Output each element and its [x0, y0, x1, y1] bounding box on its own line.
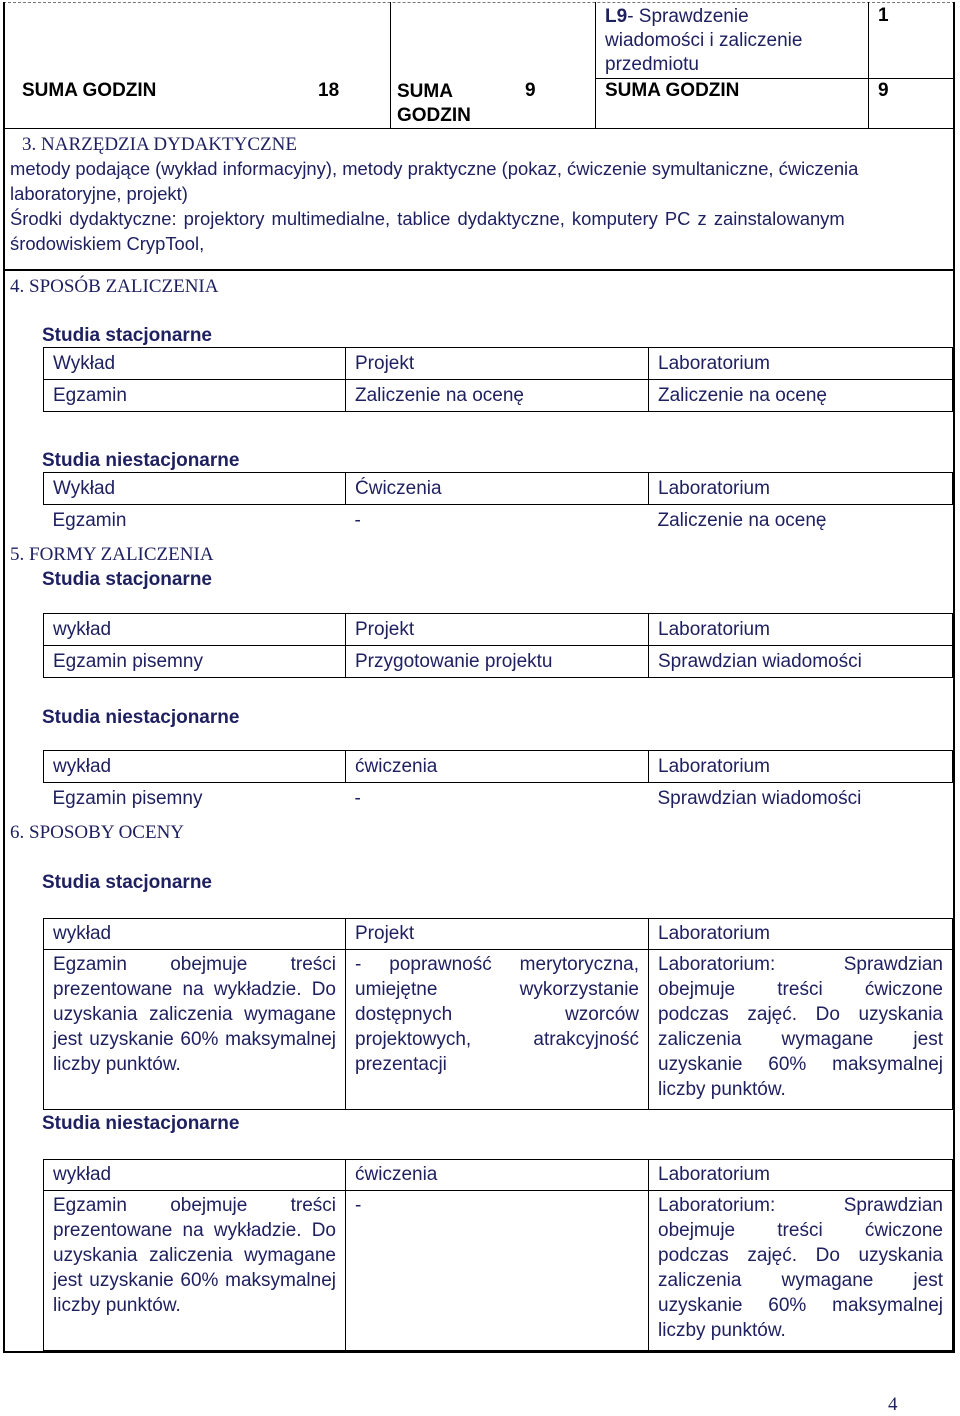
- table-header: Projekt: [346, 348, 649, 380]
- table-cell: Laboratorium: Sprawdzian obejmuje treści ćwiczone podczas zajęć. Do uzyskania zaliczenia wymagane jest uzyskanie 60% maksymalnej liczby punktów.: [649, 1191, 953, 1351]
- suma-label-1: SUMA GODZIN: [22, 80, 157, 101]
- suma-label-2b: GODZIN: [397, 105, 471, 126]
- section6-stacjonarne-table: [43, 918, 953, 1110]
- page-number: 4: [888, 1394, 898, 1415]
- section5-niestacjonarne-table: [43, 750, 953, 815]
- section4-stacjonarne-heading: Studia stacjonarne: [42, 325, 212, 346]
- l9-title-line3: przedmiotu: [605, 54, 699, 75]
- suma-label-3: SUMA GODZIN: [605, 80, 740, 101]
- section3-bottom-rule: [3, 269, 955, 271]
- table-header: Projekt: [346, 614, 649, 646]
- table-header: Projekt: [346, 919, 649, 950]
- section3-tools-line2: środowiskiem CrypTool,: [10, 233, 205, 254]
- table-cell: Zaliczenie na ocenę: [657, 509, 827, 531]
- l9-title-line2: wiadomości i zaliczenie: [605, 30, 803, 51]
- table-header: Laboratorium: [649, 919, 953, 950]
- table-header: ćwiczenia: [346, 751, 649, 783]
- table-cell: Zaliczenie na ocenę: [346, 380, 649, 412]
- frame-bottom: [3, 1351, 955, 1353]
- table-header: Laboratorium: [649, 473, 953, 505]
- frame-right: [953, 2, 955, 1353]
- table-header: Laboratorium: [649, 751, 953, 783]
- table-cell: Przygotowanie projektu: [346, 646, 649, 678]
- table-cell: Sprawdzian wiadomości: [657, 787, 862, 809]
- table-cell: Laboratorium: Sprawdzian obejmuje treści ćwiczone podczas zajęć. Do uzyskania zaliczenia wymagane jest uzyskanie 60% maksymalnej liczby punktów.: [649, 950, 953, 1110]
- section6-title: 6. SPOSOBY OCENY: [10, 822, 185, 843]
- section3-methods-line2: laboratoryjne, projekt): [10, 183, 188, 204]
- section5-stacjonarne-table: [43, 613, 953, 678]
- section5-title: 5. FORMY ZALICZENIA: [10, 544, 214, 565]
- table-cell: Egzamin: [44, 380, 346, 412]
- summary-hline-right: [595, 78, 953, 79]
- table-header: wykład: [44, 751, 346, 783]
- table-header: Wykład: [44, 473, 346, 505]
- table-header: Wykład: [44, 348, 346, 380]
- table-header: Laboratorium: [649, 348, 953, 380]
- frame-top-dashed: [3, 2, 955, 3]
- summary-vline-3: [868, 2, 869, 128]
- table-cell: -: [346, 1191, 649, 1351]
- section4-stacjonarne-table: [43, 347, 953, 412]
- table-header: Laboratorium: [649, 614, 953, 646]
- table-header: Laboratorium: [649, 1160, 953, 1191]
- section5-niestacjonarne-heading: Studia niestacjonarne: [42, 707, 240, 728]
- summary-vline-1: [390, 2, 391, 128]
- table-header: ćwiczenia: [346, 1160, 649, 1191]
- suma-label-2: [397, 80, 471, 128]
- table-header: Ćwiczenia: [346, 473, 649, 505]
- summary-bottom-rule: [3, 128, 955, 129]
- section5-stacjonarne-heading: Studia stacjonarne: [42, 569, 212, 590]
- l9-title-rest: - Sprawdzenie: [627, 6, 749, 27]
- table-cell: Egzamin pisemny: [44, 646, 346, 678]
- section4-niestacjonarne-table: [43, 472, 953, 537]
- section6-niestacjonarne-table: [43, 1159, 953, 1351]
- section3-tools-line1: Środki dydaktyczne: projektory multimedialne, tablice dydaktyczne, komputery PC z zainstalowanym: [10, 208, 845, 229]
- section4-niestacjonarne-heading: Studia niestacjonarne: [42, 450, 240, 471]
- table-cell: Egzamin pisemny: [52, 787, 203, 809]
- section6-stacjonarne-heading: Studia stacjonarne: [42, 872, 212, 893]
- table-cell: Egzamin obejmuje treści prezentowane na wykładzie. Do uzyskania zaliczenia wymagane jest uzyskanie 60% maksymalnej liczby punktów.: [44, 1191, 346, 1351]
- suma-value-2: 9: [525, 80, 536, 101]
- table-header: wykład: [44, 919, 346, 950]
- suma-value-3: 9: [878, 80, 889, 101]
- section4-title: 4. SPOSÓB ZALICZENIA: [10, 276, 219, 297]
- section3-title: 3. NARZĘDZIA DYDAKTYCZNE: [22, 134, 297, 155]
- table-cell: Zaliczenie na ocenę: [649, 380, 953, 412]
- section6-niestacjonarne-heading: Studia niestacjonarne: [42, 1113, 240, 1134]
- section3-methods-line1: metody podające (wykład informacyjny), metody praktyczne (pokaz, ćwiczenie symultaniczne, ćwiczenia: [10, 158, 859, 179]
- table-cell: - poprawność merytoryczna, umiejętne wykorzystanie dostępnych wzorców projektowych, atrakcyjność prezentacji: [346, 950, 649, 1110]
- suma-label-2a: SUMA: [397, 81, 453, 102]
- table-cell: -: [354, 787, 361, 809]
- table-cell: Egzamin: [52, 509, 127, 531]
- l9-code: L9: [605, 6, 628, 27]
- table-cell: Egzamin obejmuje treści prezentowane na wykładzie. Do uzyskania zaliczenia wymagane jest uzyskanie 60% maksymalnej liczby punktów.: [44, 950, 346, 1110]
- frame-left: [3, 2, 5, 1353]
- table-header: wykład: [44, 614, 346, 646]
- table-cell: Sprawdzian wiadomości: [649, 646, 953, 678]
- table-cell: -: [354, 509, 361, 531]
- summary-vline-2: [595, 2, 596, 128]
- l9-label: [605, 5, 802, 77]
- table-header: wykład: [44, 1160, 346, 1191]
- suma-value-1: 18: [318, 80, 340, 101]
- l9-hours: 1: [878, 5, 889, 26]
